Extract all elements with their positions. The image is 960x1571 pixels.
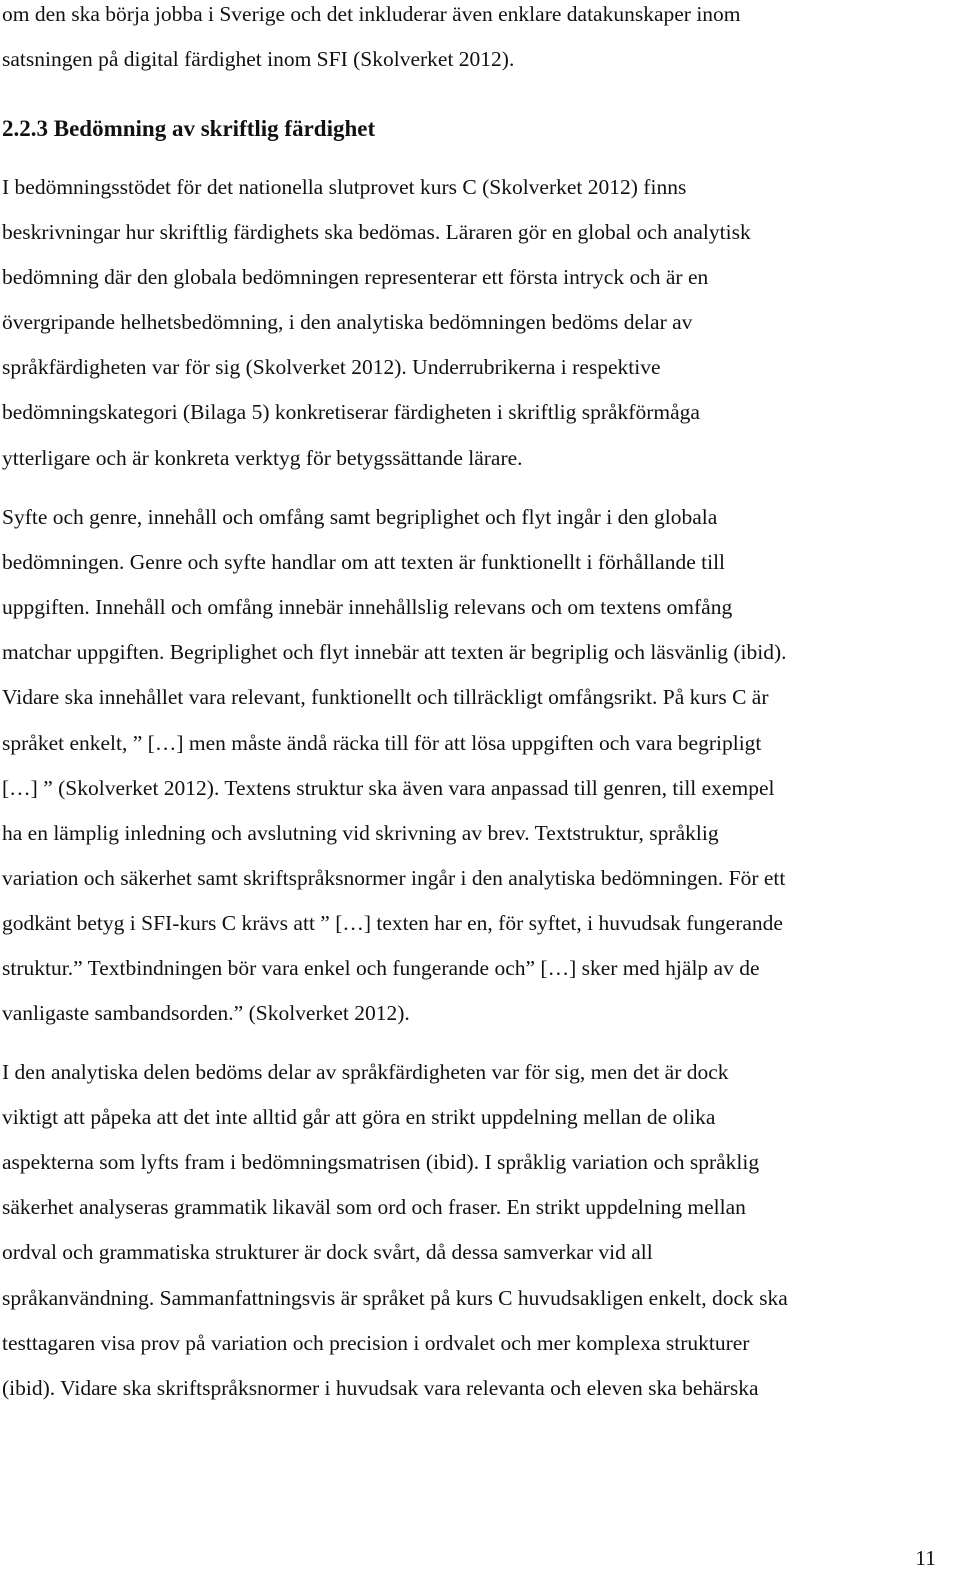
text-line: om den ska börja jobba i Sverige och det inkluderar även enklare datakunskaper inom bbox=[2, 2, 741, 26]
text-line: godkänt betyg i SFI-kurs C krävs att ” […] texten har en, för syftet, i huvudsak fungerande bbox=[2, 911, 783, 935]
text-line: Vidare ska innehållet vara relevant, funktionellt och tillräckligt omfångsrikt. På kurs C är bbox=[2, 685, 769, 709]
text-line: språkfärdigheten var för sig (Skolverket 2012). Underrubrikerna i respektive bbox=[2, 355, 661, 379]
text-line: ha en lämplig inledning och avslutning vid skrivning av brev. Textstruktur, språklig bbox=[2, 821, 719, 845]
text-line: beskrivningar hur skriftlig färdighets ska bedömas. Läraren gör en global och analytisk bbox=[2, 220, 751, 244]
text-line: språkanvändning. Sammanfattningsvis är språket på kurs C huvudsakligen enkelt, dock ska bbox=[2, 1286, 788, 1310]
text-line: I bedömningsstödet för det nationella slutprovet kurs C (Skolverket 2012) finns bbox=[2, 175, 687, 199]
text-line: vanligaste sambandsorden.” (Skolverket 2012). bbox=[2, 1001, 410, 1025]
text-line: Syfte och genre, innehåll och omfång samt begriplighet och flyt ingår i den globala bbox=[2, 505, 718, 529]
page-number: 11 bbox=[915, 1546, 936, 1570]
text-line: I den analytiska delen bedöms delar av språkfärdigheten var för sig, men det är dock bbox=[2, 1060, 729, 1084]
text-line: säkerhet analyseras grammatik likaväl som ord och fraser. En strikt uppdelning mellan bbox=[2, 1195, 746, 1219]
section-heading: 2.2.3 Bedömning av skriftlig färdighet bbox=[2, 116, 376, 141]
text-line: […] ” (Skolverket 2012). Textens struktur ska även vara anpassad till genren, till exempel bbox=[2, 776, 775, 800]
text-line: ordval och grammatiska strukturer är dock svårt, då dessa samverkar vid all bbox=[2, 1240, 653, 1264]
text-line: variation och säkerhet samt skriftspråksnormer ingår i den analytiska bedömningen. För ett bbox=[2, 866, 786, 890]
text-line: viktigt att påpeka att det inte alltid går att göra en strikt uppdelning mellan de olika bbox=[2, 1105, 716, 1129]
text-line: ytterligare och är konkreta verktyg för betygssättande lärare. bbox=[2, 446, 523, 470]
text-line: testtagaren visa prov på variation och precision i ordvalet och mer komplexa strukturer bbox=[2, 1331, 750, 1355]
text-line: satsningen på digital färdighet inom SFI (Skolverket 2012). bbox=[2, 47, 515, 71]
text-line: uppgiften. Innehåll och omfång innebär innehållslig relevans och om textens omfång bbox=[2, 595, 733, 619]
text-line: (ibid). Vidare ska skriftspråksnormer i huvudsak vara relevanta och eleven ska behärska bbox=[2, 1376, 759, 1400]
text-line: bedömningen. Genre och syfte handlar om att texten är funktionellt i förhållande till bbox=[2, 550, 726, 574]
text-line: bedömningskategori (Bilaga 5) konkretiserar färdigheten i skriftlig språkförmåga bbox=[2, 400, 700, 424]
text-line: bedömning där den globala bedömningen representerar ett första intryck och är en bbox=[2, 265, 709, 289]
text-line: struktur.” Textbindningen bör vara enkel och fungerande och” […] sker med hjälp av de bbox=[2, 956, 760, 980]
text-line: övergripande helhetsbedömning, i den analytiska bedömningen bedöms delar av bbox=[2, 310, 693, 334]
text-line: språket enkelt, ” […] men måste ändå räcka till för att lösa uppgiften och vara begripligt bbox=[2, 731, 762, 755]
text-line: aspekterna som lyfts fram i bedömningsmatrisen (ibid). I språklig variation och språklig bbox=[2, 1150, 760, 1174]
text-line: matchar uppgiften. Begriplighet och flyt innebär att texten är begriplig och läsvänlig (ibid). bbox=[2, 640, 787, 664]
